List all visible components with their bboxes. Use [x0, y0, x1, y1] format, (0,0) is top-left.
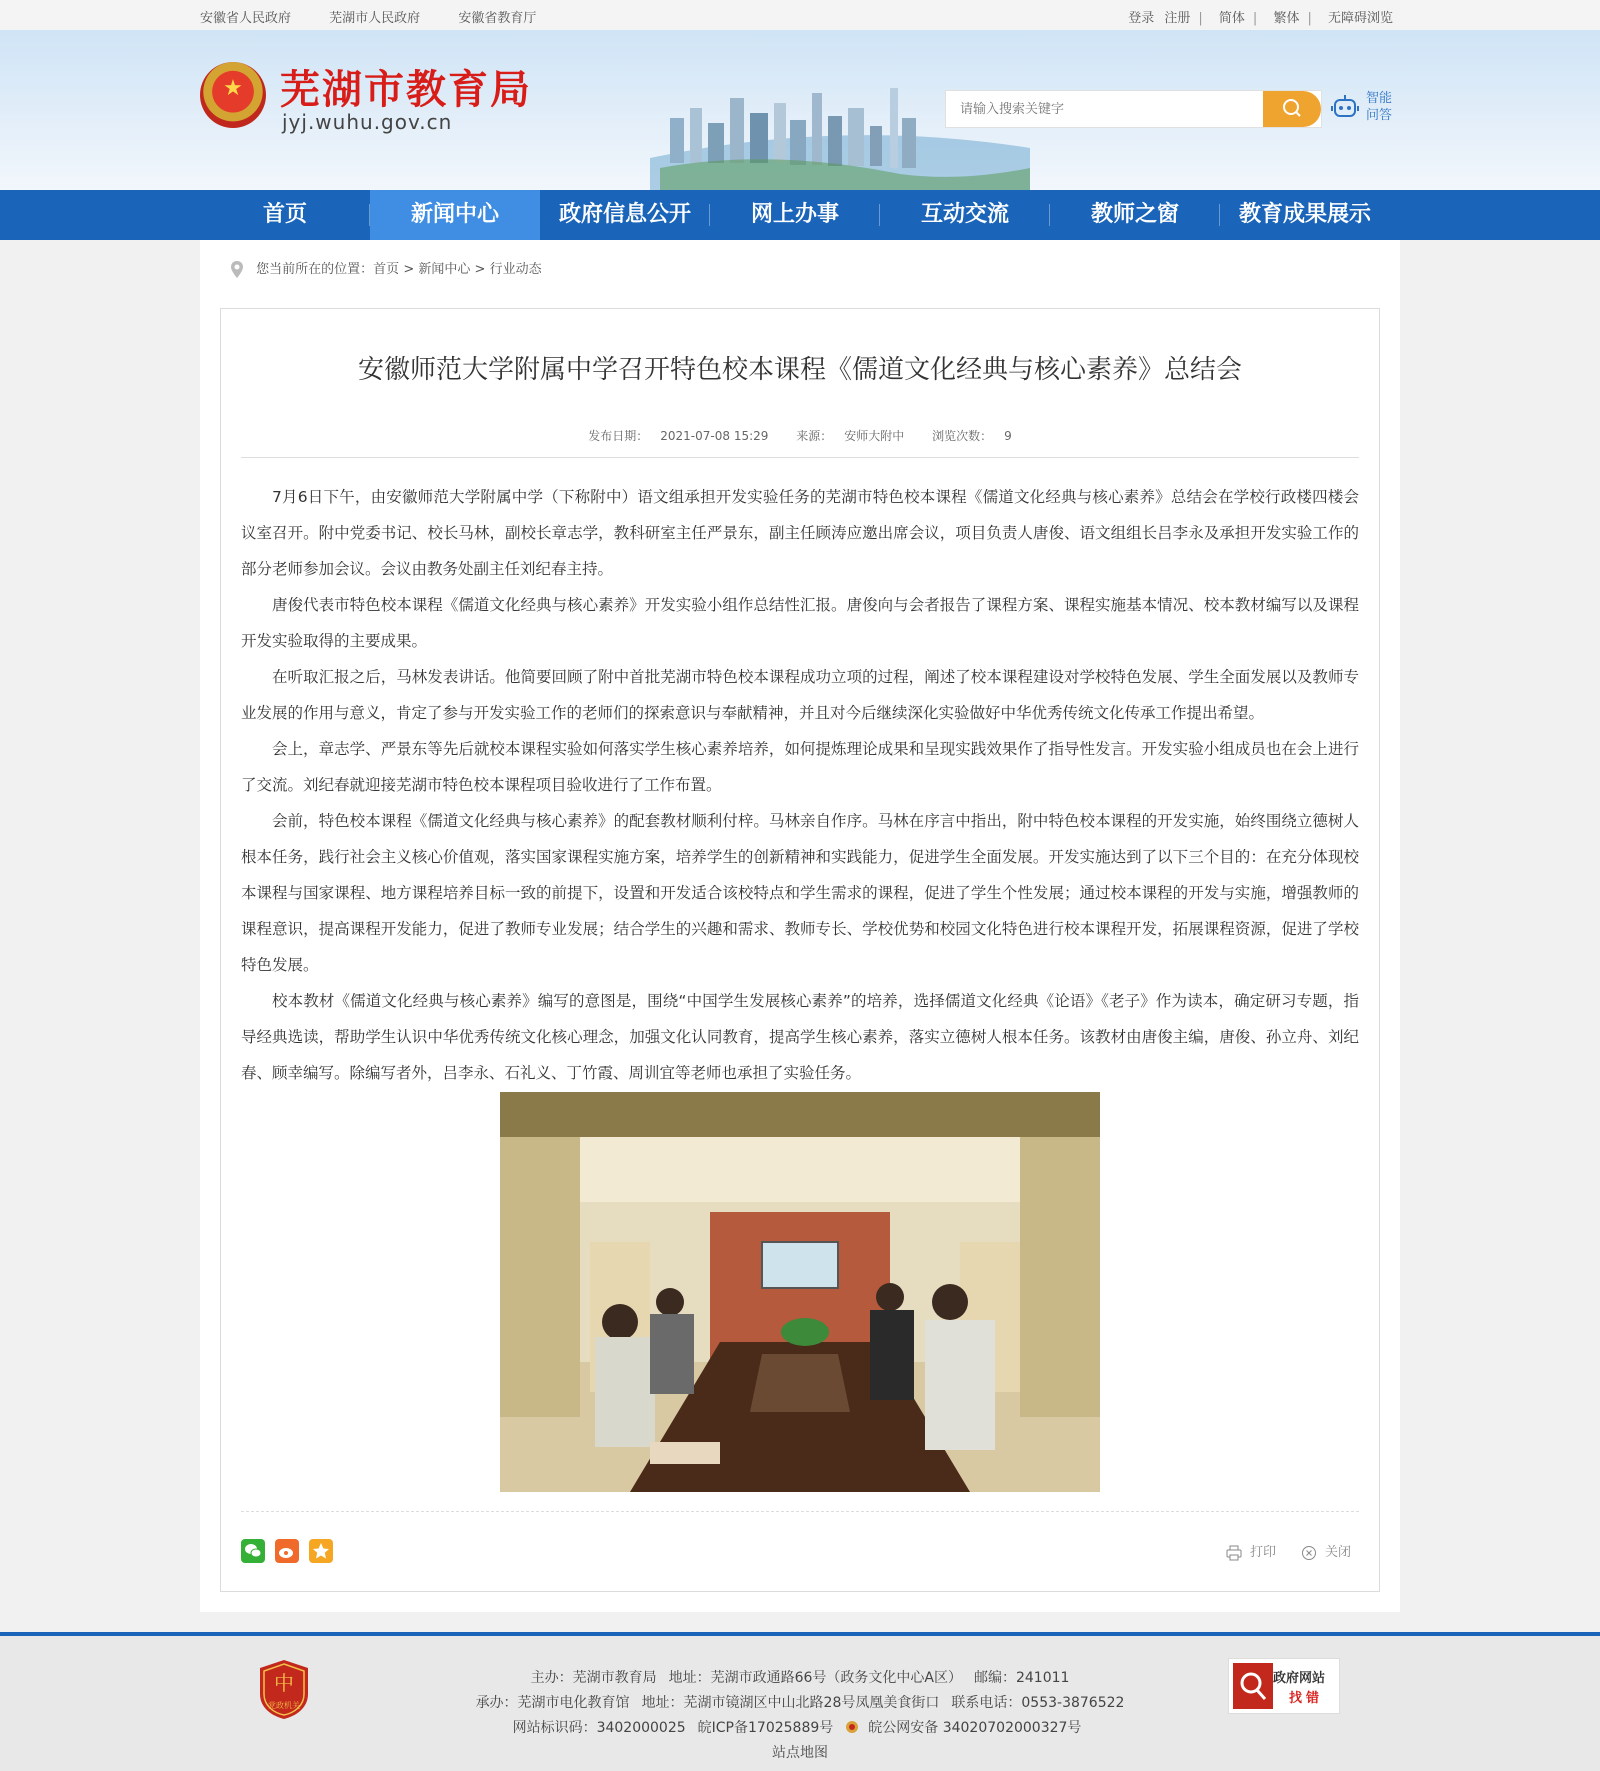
- login-link[interactable]: 登录: [1128, 11, 1155, 26]
- article-meta: [221, 427, 1379, 444]
- link-anhui-edu[interactable]: 安徽省教育厅: [458, 11, 537, 26]
- footer-sponsor: 主办：芜湖市教育局: [530, 1670, 657, 1686]
- smart-qa-link[interactable]: [1366, 90, 1392, 124]
- favorite-button[interactable]: [309, 1539, 333, 1563]
- nav-item-news[interactable]: [370, 190, 540, 240]
- article-body: [241, 479, 1359, 1091]
- breadcrumb-sep: >: [403, 262, 415, 277]
- site-footer: [0, 1632, 1600, 1771]
- nav-label: 教育成果展示: [1238, 202, 1371, 227]
- paragraph: 7月6日下午，由安徽师范大学附属中学（下称附中）语文组承担开发实验任务的芜湖市特色校本课程《儒道文化经典与核心素养》总结会在学校行政楼四楼会议室召开。附中党委书记、校长马林，副校长章志学，教科研室主任严景东，副主任顾涛应邀出席会议，项目负责人唐俊、语文组组长吕李永及承担开发实验工作的部分老师参加会议。会议由教务处副主任刘纪春主持。: [241, 488, 1359, 578]
- print-button[interactable]: 打印: [1250, 1545, 1277, 1560]
- site-title[interactable]: 芜湖市教育局: [280, 67, 532, 113]
- paragraph: 会上，章志学、严景东等先后就校本课程实验如何落实学生核心素养培养，如何提炼理论成果和呈现实践效果作了指导性发言。开发实验小组成员也在会上进行了交流。刘纪春就迎接芜湖市特色校本课程项目验收进行了工作布置。: [241, 740, 1359, 794]
- source-value: 安师大附中: [844, 429, 905, 443]
- wechat-icon: [241, 1539, 265, 1563]
- footer-text: [0, 1666, 1600, 1766]
- nav-item-interaction[interactable]: [880, 190, 1050, 240]
- meeting-photo: [500, 1092, 1100, 1492]
- breadcrumb-home[interactable]: 首页: [373, 262, 400, 277]
- magnifier-icon: [1233, 1663, 1273, 1709]
- zhaocuo-line2: 找错: [1289, 1691, 1324, 1706]
- location-pin-icon: [230, 260, 244, 280]
- nav-item-achievements[interactable]: [1220, 190, 1390, 240]
- date-value: 2021-07-08 15:29: [660, 429, 769, 443]
- breadcrumb-prefix: 您当前所在的位置：: [256, 262, 374, 277]
- register-link[interactable]: 注册: [1164, 11, 1191, 26]
- zhaocuo-line1: 政府网站: [1273, 1671, 1326, 1686]
- publish-date: [582, 429, 774, 443]
- nav-item-teachers[interactable]: [1050, 190, 1220, 240]
- paragraph: 唐俊代表市特色校本课程《儒道文化经典与核心素养》开发实验小组作总结性汇报。唐俊向与会者报告了课程方案、课程实施基本情况、校本教材编写以及课程开发实验取得的主要成果。: [241, 596, 1359, 650]
- article-panel: [220, 308, 1380, 1592]
- nav-label: 互动交流: [920, 202, 1009, 227]
- star-icon: [309, 1539, 333, 1563]
- top-right-links: [1122, 7, 1393, 26]
- site-header: [0, 30, 1600, 190]
- close-icon[interactable]: [1301, 1545, 1317, 1561]
- nav-label: 新闻中心: [410, 202, 499, 227]
- smart-qa-line1: 智能: [1366, 91, 1393, 106]
- paragraph: 会前，特色校本课程《儒道文化经典与核心素养》的配套教材顺利付梓。马林亲自作序。马林在序言中指出，附中特色校本课程的开发实施，始终围绕立德树人根本任务，践行社会主义核心价值观，落实国家课程实施方案，培养学生的创新精神和实践能力，促进学生全面发展。开发实施达到了以下三个目的：在充分体现校本课程与国家课程、地方课程培养目标一致的前提下，设置和开发适合该校特点和学生需求的课程，促进了学生个性发展；通过校本课程的开发与实施，增强教师的课程意识，提高课程开发能力，促进了教师专业发展；结合学生的兴趣和需求、教师专长、学校优势和校园文化特色进行校本课程开发，拓展课程资源，促进了学校特色发展。: [241, 812, 1359, 974]
- paragraph: 在听取汇报之后，马林发表讲话。他简要回顾了附中首批芜湖市特色校本课程成功立项的过程，阐述了校本课程建设对学校特色发展、学生全面发展以及教师专业发展的作用与意义，肯定了参与开发实验工作的老师们的探索意识与奉献精神，并且对今后继续深化实验做好中华优秀传统文化传承工作提出希望。: [241, 668, 1359, 722]
- nav-label: 政府信息公开: [558, 202, 691, 227]
- smart-qa-line2: 问答: [1366, 108, 1393, 123]
- nav-label: 网上办事: [750, 202, 839, 227]
- simplified-link[interactable]: 简体: [1218, 11, 1245, 26]
- police-record[interactable]: [845, 1720, 1087, 1736]
- views-value: 9: [1004, 429, 1012, 443]
- paragraph: 校本教材《儒道文化经典与核心素养》编写的意图是，围绕“中国学生发展核心素养”的培养，选择儒道文化经典《论语》《老子》作为读本，确定研习专题，指导经典选读，帮助学生认识中华优秀传统文化核心理念，加强文化认同教育，提高学生核心素养，落实立德树人根本任务。该教材由唐俊主编，唐俊、孙立舟、刘纪春、顾幸编写。除编写者外，吕李永、石礼义、丁竹霞、周训宜等老师也承担了实验任务。: [241, 992, 1359, 1082]
- wechat-share-button[interactable]: [241, 1539, 265, 1563]
- footer-postcode: 邮编：241011: [973, 1670, 1070, 1686]
- print-icon[interactable]: [1226, 1545, 1242, 1561]
- date-label: 发布日期：: [588, 429, 649, 443]
- search-icon: [1263, 91, 1321, 127]
- separator: |: [1198, 11, 1203, 26]
- nav-item-online-service[interactable]: [710, 190, 880, 240]
- footer-phone: 联系电话：0553-3876522: [951, 1695, 1125, 1711]
- sitemap-link[interactable]: 站点地图: [772, 1745, 828, 1761]
- weibo-share-button[interactable]: [275, 1539, 299, 1563]
- footer-line2: [0, 1691, 1600, 1716]
- search-box: [945, 90, 1322, 128]
- footer-address2: 地址：芜湖市镜湖区中山北路28号凤凰美食街口: [641, 1695, 940, 1711]
- footer-line3: [0, 1716, 1600, 1741]
- article-tools: [1226, 1541, 1351, 1561]
- separator: |: [1252, 11, 1258, 26]
- accessible-link[interactable]: 无障碍浏览: [1327, 11, 1393, 26]
- nav-label: 教师之窗: [1090, 202, 1179, 227]
- police-badge-icon: [845, 1720, 859, 1734]
- view-count: [926, 429, 1018, 443]
- footer-organizer: 承办：芜湖市电化教育馆: [475, 1695, 630, 1711]
- top-links: [200, 7, 570, 26]
- views-label: 浏览次数：: [932, 429, 993, 443]
- nav-item-home[interactable]: [200, 190, 370, 240]
- main-content: [200, 240, 1400, 1612]
- nav-item-gov-info[interactable]: [540, 190, 710, 240]
- share-bar: [241, 1539, 343, 1563]
- separator: |: [1307, 11, 1312, 26]
- article-source: [790, 429, 910, 443]
- national-emblem-icon: ★: [200, 62, 266, 128]
- top-bar: [0, 0, 1600, 30]
- main-nav: [0, 190, 1600, 240]
- icp-link[interactable]: 皖ICP备17025889号: [697, 1720, 834, 1736]
- search-input[interactable]: [946, 91, 1262, 127]
- link-wuhu-gov[interactable]: 芜湖市人民政府: [329, 11, 421, 26]
- breadcrumb-section[interactable]: 新闻中心: [418, 262, 471, 277]
- footer-address: 地址：芜湖市政通路66号（政务文化中心A区）: [668, 1670, 962, 1686]
- source-label: 来源：: [796, 429, 833, 443]
- police-record-text: 皖公网安备 34020702000327号: [868, 1720, 1082, 1736]
- weibo-icon: [275, 1539, 299, 1563]
- site-domain: jyj.wuhu.gov.cn: [282, 110, 453, 134]
- svg-text:中: 中: [274, 1671, 294, 1695]
- nav-label: 首页: [262, 202, 307, 227]
- robot-icon[interactable]: [1330, 92, 1360, 122]
- breadcrumb-sep: >: [474, 262, 486, 277]
- footer-line1: [0, 1666, 1600, 1691]
- badge-text: 党政机关: [268, 1701, 300, 1710]
- close-button[interactable]: 关闭: [1324, 1545, 1351, 1560]
- breadcrumb-current[interactable]: 行业动态: [489, 262, 542, 277]
- traditional-link[interactable]: 繁体: [1273, 11, 1300, 26]
- breadcrumb: [230, 258, 542, 280]
- divider: [241, 457, 1359, 458]
- search-button[interactable]: [1263, 91, 1321, 127]
- gov-site-error-report[interactable]: [1228, 1658, 1340, 1714]
- link-anhui-gov[interactable]: 安徽省人民政府: [200, 11, 292, 26]
- article-title: 安徽师范大学附属中学召开特色校本课程《儒道文化经典与核心素养》总结会: [357, 355, 1242, 385]
- divider: [241, 1511, 1359, 1512]
- site-id: 网站标识码：3402000025: [512, 1720, 686, 1736]
